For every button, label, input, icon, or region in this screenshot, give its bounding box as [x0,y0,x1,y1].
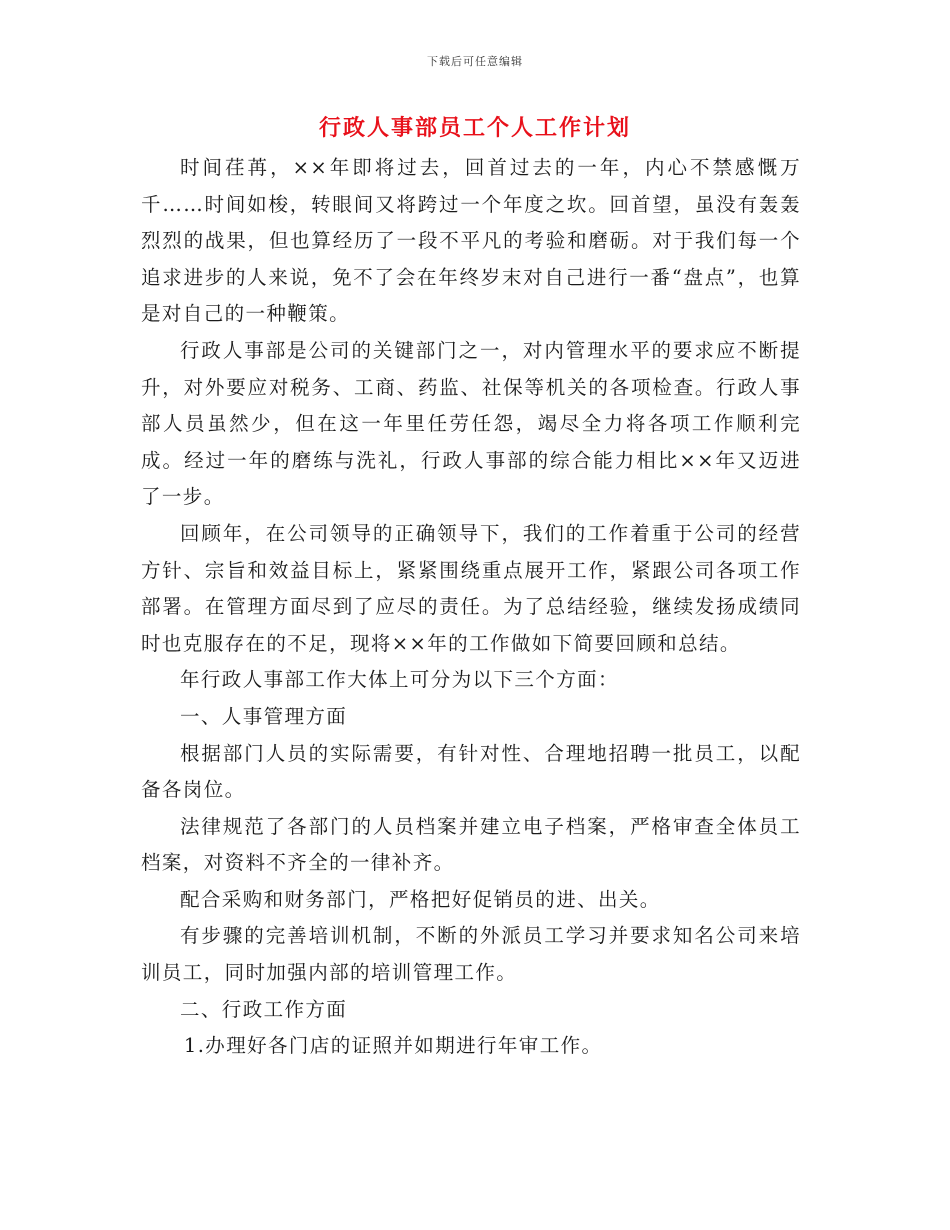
paragraph-recruitment: 根据部门人员的实际需要，有针对性、合理地招聘一批员工，以配备各岗位。 [141,741,801,802]
list-item-licenses: 1.办理好各门店的证照并如期进行年审工作。 [183,1034,603,1058]
header-note: 下载后可任意编辑 [427,55,523,68]
paragraph-overview: 年行政人事部工作大体上可分为以下三个方面： [180,668,619,692]
document-body [141,150,801,1065]
paragraph-procurement: 配合采购和财务部门，严格把好促销员的进、出关。 [180,887,661,911]
paragraph-department: 行政人事部是公司的关键部门之一，对内管理水平的要求应不断提升，对外要应对税务、工商、药监、社保等机关的各项检查。行政人事部人员虽然少，但在这一年里任劳任怨，竭尽全力将各项工作顺利完成。经过一年的磨练与洗礼，行政人事部的综合能力相比××年又迈进了一步。 [141,338,801,509]
section-heading-hr: 一、人事管理方面 [180,704,348,728]
paragraph-review: 回顾年，在公司领导的正确领导下，我们的工作着重于公司的经营方针、宗旨和效益目标上，紧紧围绕重点展开工作，紧跟公司各项工作部署。在管理方面尽到了应尽的责任。为了总结经验，继续发扬成绩同时也克服存在的不足，现将××年的工作做如下简要回顾和总结。 [141,521,801,655]
paragraph-intro: 时间荏苒，××年即将过去，回首过去的一年，内心不禁感慨万千……时间如梭，转眼间又将跨过一个年度之坎。回首望，虽没有轰轰烈烈的战果，但也算经历了一段不平凡的考验和磨砺。对于我们每一个追求进步的人来说，免不了会在年终岁末对自己进行一番“盘点”，也算是对自己的一种鞭策。 [141,156,801,326]
section-heading-admin: 二、行政工作方面 [180,997,348,1021]
paragraph-training: 有步骤的完善培训机制，不断的外派员工学习并要求知名公司来培训员工，同时加强内部的培训管理工作。 [141,924,801,985]
document-title: 行政人事部员工个人工作计划 [318,115,631,141]
paragraph-archives: 法律规范了各部门的人员档案并建立电子档案，严格审查全体员工档案，对资料不齐全的一律补齐。 [141,814,801,875]
